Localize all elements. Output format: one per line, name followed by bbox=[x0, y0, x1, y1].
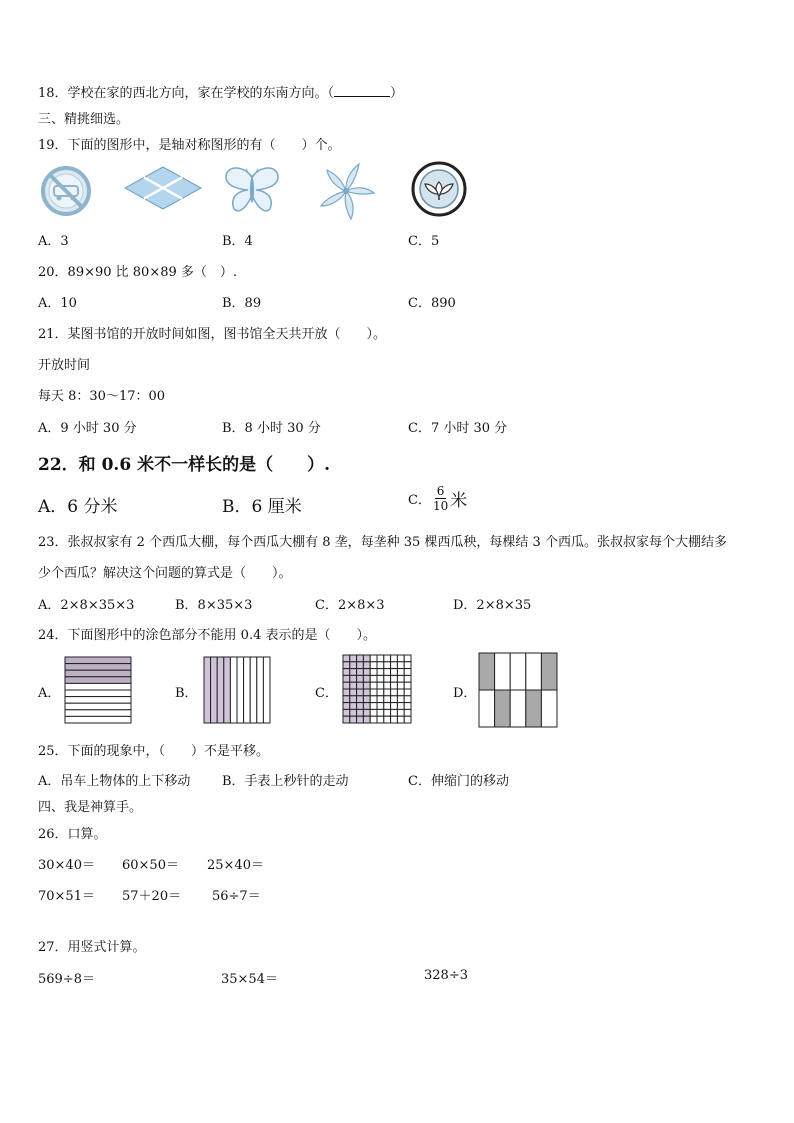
empty-cell bbox=[377, 689, 384, 696]
empty-strip bbox=[65, 697, 131, 704]
oral-calc-item[interactable]: 25×40＝ bbox=[207, 858, 264, 873]
pinwheel-flower-icon bbox=[315, 160, 377, 226]
empty-cell bbox=[384, 669, 391, 676]
shaded-cell bbox=[350, 689, 357, 696]
empty-cell bbox=[404, 709, 411, 716]
q23-option-b[interactable]: B．8×35×3 bbox=[175, 598, 253, 613]
empty-cell bbox=[397, 669, 404, 676]
shaded-cell bbox=[363, 675, 370, 682]
empty-strip bbox=[65, 690, 131, 697]
shaded-cell bbox=[357, 669, 364, 676]
q24-option-c-label[interactable]: C． bbox=[315, 686, 338, 701]
shaded-cell bbox=[363, 682, 370, 689]
shaded-cell bbox=[357, 716, 364, 723]
shaded-cell bbox=[343, 682, 350, 689]
empty-cell bbox=[370, 655, 377, 662]
empty-cell bbox=[370, 696, 377, 703]
shaded-strip bbox=[211, 657, 218, 723]
empty-cell bbox=[377, 662, 384, 669]
q20-option-c[interactable]: C．890 bbox=[408, 296, 456, 311]
empty-strip bbox=[65, 683, 131, 690]
question-23-line2: 少个西瓜？解决这个问题的算式是（ ）。 bbox=[38, 566, 292, 581]
question-19-text: 19．下面的图形中，是轴对称图形的有（ ）个。 bbox=[38, 138, 341, 153]
empty-cell bbox=[377, 682, 384, 689]
shaded-cell bbox=[357, 655, 364, 662]
shaded-strip bbox=[204, 657, 211, 723]
shaded-cell bbox=[357, 703, 364, 710]
shaded-cell bbox=[350, 709, 357, 716]
empty-cell bbox=[397, 696, 404, 703]
empty-cell bbox=[397, 716, 404, 723]
shaded-cell bbox=[350, 669, 357, 676]
empty-cell bbox=[391, 716, 398, 723]
empty-cell bbox=[391, 696, 398, 703]
oral-calc-item[interactable]: 57＋20＝ bbox=[122, 889, 182, 904]
fraction-denominator: 10 bbox=[432, 499, 449, 513]
empty-cell bbox=[384, 682, 391, 689]
empty-cell bbox=[384, 662, 391, 669]
shaded-cell bbox=[363, 655, 370, 662]
q20-option-b[interactable]: B．89 bbox=[222, 296, 262, 311]
shaded-cell bbox=[343, 703, 350, 710]
shaded-strip bbox=[217, 657, 224, 723]
shaded-cell bbox=[363, 709, 370, 716]
shaded-cell bbox=[343, 669, 350, 676]
empty-cell bbox=[404, 689, 411, 696]
question-20-text: 20．89×90 比 80×89 多（ ）. bbox=[38, 265, 238, 280]
butterfly-icon bbox=[222, 163, 282, 221]
question-18 bbox=[38, 82, 403, 101]
q19-option-a[interactable]: A．3 bbox=[38, 234, 69, 249]
empty-cell bbox=[391, 709, 398, 716]
empty-cell bbox=[397, 662, 404, 669]
q24-option-a-label[interactable]: A． bbox=[38, 686, 61, 701]
no-entry-sign-icon bbox=[40, 165, 92, 221]
q24-option-b-label[interactable]: B． bbox=[175, 686, 198, 701]
shaded-cell bbox=[350, 696, 357, 703]
shaded-cell bbox=[363, 703, 370, 710]
q25-option-a[interactable]: A．吊车上物体的上下移动 bbox=[38, 774, 191, 789]
empty-cell bbox=[377, 675, 384, 682]
shaded-cell bbox=[363, 669, 370, 676]
empty-strip bbox=[65, 703, 131, 710]
empty-cell bbox=[391, 703, 398, 710]
empty-cell bbox=[541, 690, 557, 727]
empty-cell bbox=[370, 709, 377, 716]
empty-strip bbox=[257, 657, 264, 723]
empty-cell bbox=[391, 669, 398, 676]
fraction bbox=[433, 484, 448, 513]
shaded-cell bbox=[343, 675, 350, 682]
question-22-text: 22．和 0.6 米不一样长的是（ ）. bbox=[38, 455, 330, 475]
empty-cell bbox=[404, 669, 411, 676]
vertical-calc-item[interactable]: 35×54＝ bbox=[221, 972, 278, 987]
q22-option-b[interactable]: B．6 厘米 bbox=[222, 497, 302, 517]
oral-calc-item[interactable]: 30×40＝ bbox=[38, 858, 95, 873]
empty-cell bbox=[377, 703, 384, 710]
shaded-cell bbox=[343, 716, 350, 723]
shaded-cell bbox=[343, 655, 350, 662]
vertical-calc-item[interactable]: 569÷8＝ bbox=[38, 972, 95, 987]
shaded-cell bbox=[479, 653, 495, 690]
empty-cell bbox=[404, 696, 411, 703]
section-3-heading: 三、精挑细选。 bbox=[38, 112, 130, 127]
shaded-strip bbox=[224, 657, 231, 723]
q20-option-a[interactable]: A．10 bbox=[38, 296, 77, 311]
shaded-cell bbox=[357, 682, 364, 689]
empty-cell bbox=[391, 655, 398, 662]
shaded-cell bbox=[350, 662, 357, 669]
empty-cell bbox=[384, 716, 391, 723]
empty-cell bbox=[495, 653, 511, 690]
empty-cell bbox=[377, 716, 384, 723]
empty-cell bbox=[397, 703, 404, 710]
shaded-strip bbox=[65, 657, 131, 664]
q22-option-c-unit: 米 bbox=[450, 491, 468, 511]
empty-cell bbox=[377, 709, 384, 716]
empty-cell bbox=[479, 690, 495, 727]
q21-option-b[interactable]: B．8 小时 30 分 bbox=[222, 421, 321, 436]
fraction-grid-c[interactable] bbox=[342, 654, 412, 728]
question-21-text: 21．某图书馆的开放时间如图，图书馆全天共开放（ ）。 bbox=[38, 327, 387, 342]
shaded-cell bbox=[350, 703, 357, 710]
shaded-cell bbox=[343, 689, 350, 696]
empty-cell bbox=[384, 696, 391, 703]
shaded-cell bbox=[350, 716, 357, 723]
empty-cell bbox=[404, 662, 411, 669]
empty-cell bbox=[404, 703, 411, 710]
shaded-cell bbox=[343, 709, 350, 716]
empty-strip bbox=[263, 657, 270, 723]
empty-cell bbox=[397, 682, 404, 689]
empty-cell bbox=[384, 709, 391, 716]
empty-cell bbox=[404, 655, 411, 662]
empty-strip bbox=[250, 657, 257, 723]
empty-cell bbox=[391, 662, 398, 669]
oral-calc-item[interactable]: 70×51＝ bbox=[38, 889, 95, 904]
shaded-strip bbox=[65, 677, 131, 684]
question-24-text: 24．下面图形中的涂色部分不能用 0.4 表示的是（ ）。 bbox=[38, 628, 376, 643]
q23-option-c[interactable]: C．2×8×3 bbox=[315, 598, 385, 613]
empty-cell bbox=[397, 655, 404, 662]
section-4-heading: 四、我是神算手。 bbox=[38, 800, 143, 815]
question-18-close: ） bbox=[390, 86, 404, 101]
empty-strip bbox=[237, 657, 244, 723]
empty-cell bbox=[391, 675, 398, 682]
empty-cell bbox=[384, 655, 391, 662]
empty-cell bbox=[384, 675, 391, 682]
shaded-cell bbox=[495, 690, 511, 727]
shaded-cell bbox=[363, 696, 370, 703]
empty-cell bbox=[370, 669, 377, 676]
q23-option-a[interactable]: A．2×8×35×3 bbox=[38, 598, 135, 613]
question-23-line1: 23．张叔叔家有 2 个西瓜大棚，每个西瓜大棚有 8 垄，每垄种 35 棵西瓜秧，每棵结 3 个西瓜。张叔叔家每个大棚结多 bbox=[38, 535, 727, 550]
empty-strip bbox=[65, 710, 131, 717]
empty-cell bbox=[526, 653, 542, 690]
empty-cell bbox=[397, 709, 404, 716]
empty-cell bbox=[384, 689, 391, 696]
shaded-cell bbox=[350, 655, 357, 662]
rhombus-grid-icon bbox=[123, 165, 203, 215]
shaded-cell bbox=[343, 696, 350, 703]
oral-calc-item[interactable]: 56÷7＝ bbox=[212, 889, 261, 904]
leaf-circle-icon bbox=[410, 160, 468, 222]
vertical-calc-item[interactable]: 328÷3 bbox=[424, 968, 468, 983]
empty-cell bbox=[397, 689, 404, 696]
empty-cell bbox=[377, 669, 384, 676]
q25-option-c[interactable]: C．伸缩门的移动 bbox=[408, 774, 509, 789]
fraction-numerator: 6 bbox=[436, 484, 445, 498]
shaded-strip bbox=[65, 664, 131, 671]
empty-cell bbox=[391, 689, 398, 696]
empty-cell bbox=[370, 675, 377, 682]
q22-option-a[interactable]: A．6 分米 bbox=[38, 497, 118, 517]
empty-cell bbox=[370, 682, 377, 689]
opening-hours-value: 每天 8：30～17：00 bbox=[38, 389, 166, 404]
empty-cell bbox=[370, 703, 377, 710]
q24-option-d-label[interactable]: D． bbox=[453, 686, 477, 701]
q19-option-c[interactable]: C．5 bbox=[408, 234, 440, 249]
shaded-cell bbox=[343, 662, 350, 669]
empty-cell bbox=[510, 690, 526, 727]
shaded-cell bbox=[357, 689, 364, 696]
q23-option-d[interactable]: D．2×8×35 bbox=[453, 598, 532, 613]
question-18-text: 18．学校在家的西北方向，家在学校的东南方向。（ bbox=[38, 86, 335, 101]
empty-strip bbox=[244, 657, 251, 723]
q22-option-c[interactable] bbox=[408, 484, 467, 513]
empty-cell bbox=[404, 682, 411, 689]
empty-cell bbox=[377, 696, 384, 703]
empty-cell bbox=[370, 689, 377, 696]
shaded-cell bbox=[541, 653, 557, 690]
fraction-grid-d[interactable] bbox=[478, 652, 558, 732]
empty-cell bbox=[384, 703, 391, 710]
shaded-cell bbox=[363, 689, 370, 696]
oral-calc-item[interactable]: 60×50＝ bbox=[122, 858, 179, 873]
empty-cell bbox=[404, 675, 411, 682]
shaded-cell bbox=[357, 696, 364, 703]
q25-option-b[interactable]: B．手表上秒针的走动 bbox=[222, 774, 349, 789]
q21-option-c[interactable]: C．7 小时 30 分 bbox=[408, 421, 508, 436]
shaded-cell bbox=[357, 662, 364, 669]
empty-strip bbox=[65, 716, 131, 723]
empty-cell bbox=[404, 716, 411, 723]
empty-cell bbox=[397, 675, 404, 682]
q21-option-a[interactable]: A．9 小时 30 分 bbox=[38, 421, 137, 436]
shaded-cell bbox=[350, 675, 357, 682]
empty-strip bbox=[230, 657, 237, 723]
shaded-cell bbox=[363, 716, 370, 723]
shaded-cell bbox=[357, 675, 364, 682]
answer-blank[interactable] bbox=[334, 85, 390, 97]
fraction-grid-b[interactable] bbox=[203, 656, 271, 728]
question-26-text: 26．口算。 bbox=[38, 827, 107, 842]
shaded-cell bbox=[526, 690, 542, 727]
opening-hours-title: 开放时间 bbox=[38, 358, 91, 373]
question-25-text: 25．下面的现象中，（ ）不是平移。 bbox=[38, 744, 270, 759]
shaded-cell bbox=[363, 662, 370, 669]
empty-cell bbox=[370, 716, 377, 723]
empty-cell bbox=[510, 653, 526, 690]
shaded-strip bbox=[65, 670, 131, 677]
q19-option-b[interactable]: B．4 bbox=[222, 234, 253, 249]
question-27-text: 27．用竖式计算。 bbox=[38, 940, 146, 955]
empty-cell bbox=[370, 662, 377, 669]
empty-cell bbox=[377, 655, 384, 662]
fraction-grid-a[interactable] bbox=[64, 656, 132, 728]
shaded-cell bbox=[357, 709, 364, 716]
shaded-cell bbox=[350, 682, 357, 689]
empty-cell bbox=[391, 682, 398, 689]
q22-option-c-label: C． bbox=[408, 493, 431, 508]
